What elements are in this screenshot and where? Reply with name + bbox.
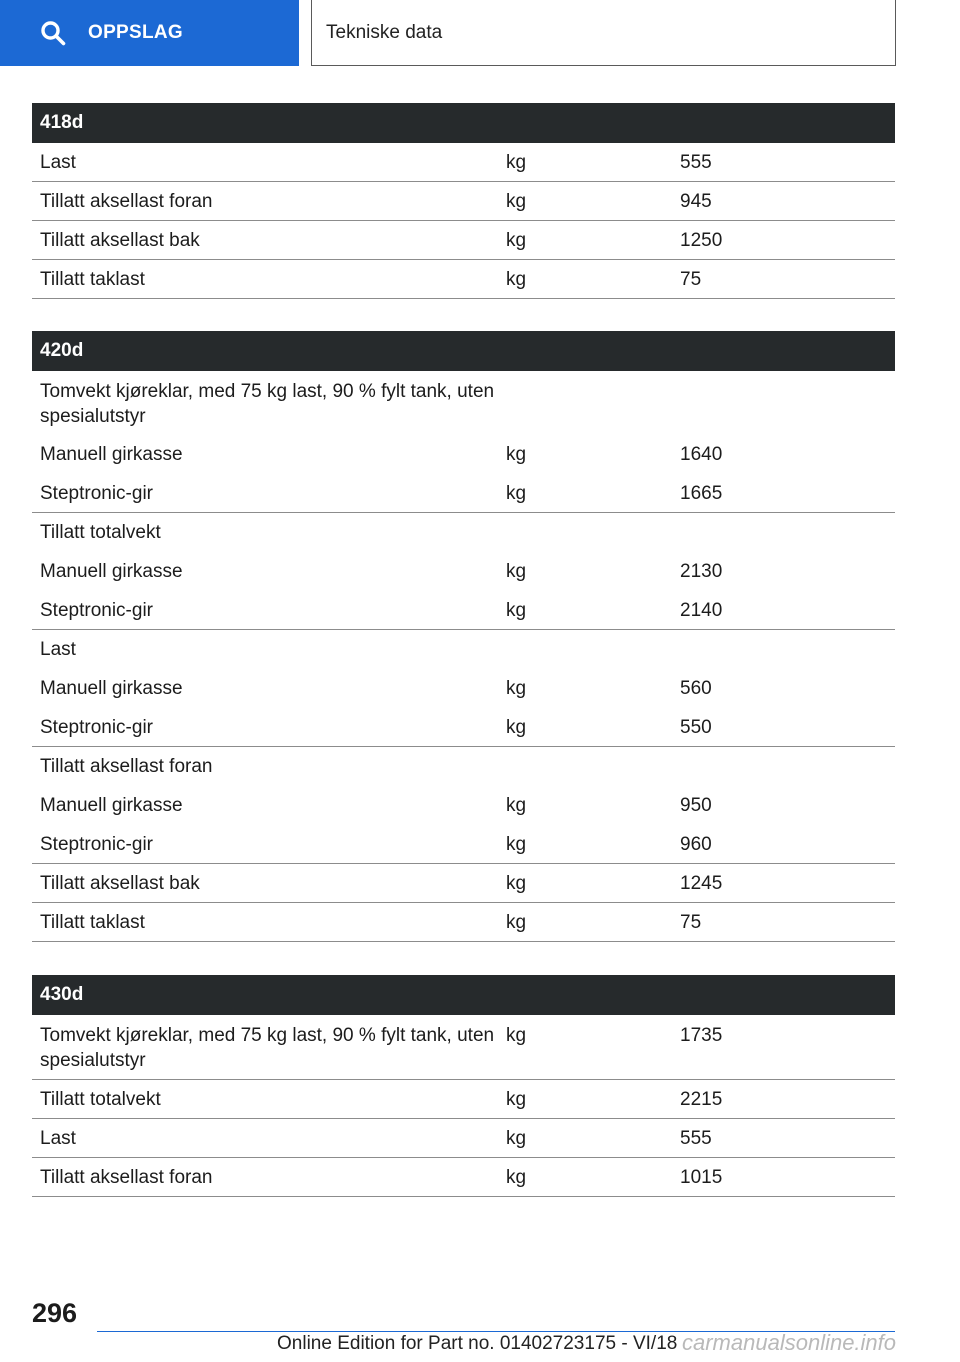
row-value: 2215 (680, 1088, 723, 1110)
row-label: Tillatt aksellast bak (40, 872, 200, 894)
table-row (32, 182, 895, 221)
section-title: 418d (32, 103, 895, 143)
group-heading (32, 513, 895, 552)
row-unit: kg (506, 872, 527, 894)
row-value: 945 (680, 190, 712, 212)
section-title: 430d (32, 975, 895, 1015)
row-value: 1735 (680, 1025, 723, 1046)
row-label: Tomvekt kjøreklar, med 75 kg last, 90 % fylt tank, uten spesialutstyr (40, 381, 495, 427)
row-label: Last (40, 639, 76, 660)
row-value: 555 (680, 1127, 712, 1149)
row-unit: kg (506, 268, 527, 290)
row-unit: kg (506, 482, 527, 504)
table-row (32, 864, 895, 903)
row-label: Steptronic-gir (40, 599, 153, 621)
section-420d (32, 331, 895, 942)
row-value: 950 (680, 795, 712, 816)
row-value: 75 (680, 268, 702, 290)
group-heading (32, 371, 895, 435)
table-row (32, 708, 895, 747)
row-unit: kg (506, 1025, 527, 1046)
row-label: Tillatt aksellast foran (40, 1166, 213, 1188)
table-row (32, 1158, 895, 1197)
row-value: 560 (680, 678, 712, 699)
row-label: Last (40, 151, 76, 173)
edition-text: Online Edition for Part no. 01402723175 - VI/18 (277, 1333, 678, 1354)
row-label: Last (40, 1127, 76, 1149)
row-label: Manuell girkasse (40, 678, 183, 699)
row-unit: kg (506, 1088, 527, 1110)
row-value: 1245 (680, 872, 723, 894)
row-label: Steptronic-gir (40, 833, 153, 855)
table-row (32, 552, 895, 591)
table-row (32, 221, 895, 260)
row-value: 1015 (680, 1166, 723, 1188)
group-heading (32, 747, 895, 786)
breadcrumb[interactable] (311, 0, 896, 66)
section-418d (32, 103, 895, 299)
table-row (32, 1015, 895, 1080)
row-unit: kg (506, 1166, 527, 1188)
row-value: 1665 (680, 482, 723, 504)
page-number: 296 (32, 1298, 78, 1328)
table-row (32, 786, 895, 825)
row-unit: kg (506, 561, 527, 582)
section-title: 420d (32, 331, 895, 371)
table-row (32, 591, 895, 630)
row-value: 960 (680, 833, 712, 855)
table-row (32, 474, 895, 513)
row-label: Tillatt taklast (40, 268, 145, 290)
row-unit: kg (506, 1127, 527, 1149)
group-heading (32, 630, 895, 669)
watermark: carmanualsonline.info (682, 1330, 897, 1355)
row-unit: kg (506, 795, 527, 816)
row-value: 2140 (680, 599, 723, 621)
row-value: 1250 (680, 229, 723, 251)
table-row (32, 903, 895, 942)
row-label: Tillatt taklast (40, 911, 145, 933)
row-unit: kg (506, 599, 527, 621)
row-value: 2130 (680, 561, 723, 582)
search-button-label: OPPSLAG (88, 22, 184, 43)
row-unit: kg (506, 444, 527, 465)
row-label: Steptronic-gir (40, 482, 153, 504)
row-label: Tillatt totalvekt (40, 522, 161, 543)
row-unit: kg (506, 716, 527, 738)
table-row (32, 435, 895, 474)
row-unit: kg (506, 678, 527, 699)
table-row (32, 260, 895, 299)
section-430d (32, 975, 895, 1197)
row-unit: kg (506, 190, 527, 212)
row-unit: kg (506, 229, 527, 251)
row-unit: kg (506, 151, 527, 173)
search-icon (40, 20, 66, 46)
row-label: Manuell girkasse (40, 561, 183, 582)
row-value: 75 (680, 911, 702, 933)
row-label: Tillatt aksellast bak (40, 229, 200, 251)
table-row (32, 1080, 895, 1119)
row-value: 555 (680, 151, 712, 173)
table-row (32, 1119, 895, 1158)
row-value: 1640 (680, 444, 723, 465)
row-label: Manuell girkasse (40, 444, 183, 465)
breadcrumb-label: Tekniske data (326, 21, 443, 43)
row-unit: kg (506, 911, 527, 933)
table-row (32, 143, 895, 182)
row-label: Tomvekt kjøreklar, med 75 kg last, 90 % fylt tank, uten spesialutstyr (40, 1025, 495, 1071)
row-unit: kg (506, 833, 527, 855)
row-label: Manuell girkasse (40, 795, 183, 816)
search-button[interactable] (0, 0, 299, 66)
table-row (32, 825, 895, 864)
row-label: Tillatt totalvekt (40, 1088, 161, 1110)
table-row (32, 669, 895, 708)
row-label: Tillatt aksellast foran (40, 190, 213, 212)
row-label: Steptronic-gir (40, 716, 153, 738)
row-label: Tillatt aksellast foran (40, 756, 213, 777)
row-value: 550 (680, 716, 712, 738)
